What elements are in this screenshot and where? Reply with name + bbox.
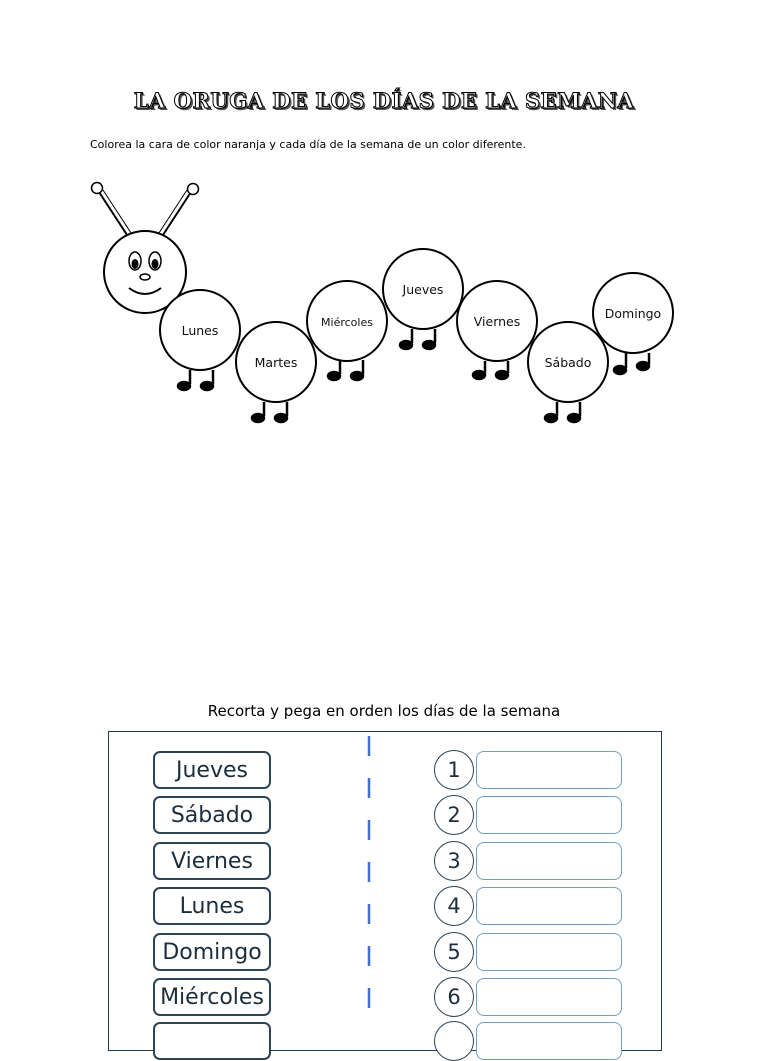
segment-label: Lunes: [181, 323, 219, 338]
segment-martes: [236, 322, 316, 402]
day-card[interactable]: Domingo: [153, 933, 271, 971]
segment-label: Jueves: [402, 282, 444, 297]
order-number: 6: [434, 977, 474, 1017]
day-card[interactable]: Miércoles: [153, 978, 271, 1016]
order-number: 1: [434, 750, 474, 790]
order-number: 5: [434, 932, 474, 972]
segment-label: Miércoles: [321, 316, 373, 329]
page-title: LA ORUGA DE LOS DÍAS DE LA SEMANA: [133, 88, 635, 113]
paste-slot[interactable]: [476, 887, 622, 925]
segment-label: Viernes: [473, 314, 521, 329]
cut-and-paste-panel: [108, 731, 662, 1051]
order-number: 3: [434, 841, 474, 881]
cut-section-title: Recorta y pega en orden los días de la semana: [207, 702, 561, 720]
segment-miercoles: [307, 281, 387, 361]
caterpillar-illustration: [0, 170, 768, 430]
segment-domingo: [593, 273, 673, 353]
paste-slot[interactable]: [476, 933, 622, 971]
segment-label: Sábado: [544, 355, 592, 370]
day-card[interactable]: Sábado: [153, 796, 271, 834]
antenna-left: [92, 183, 134, 239]
antenna-right: [157, 184, 199, 239]
paste-slot[interactable]: [476, 796, 622, 834]
segment-label: Martes: [254, 355, 298, 370]
paste-slot[interactable]: [476, 842, 622, 880]
paste-slot-partial: [476, 1022, 622, 1060]
paste-slot[interactable]: [476, 751, 622, 789]
segment-viernes: [457, 281, 537, 361]
order-number: 2: [434, 795, 474, 835]
order-number: 4: [434, 886, 474, 926]
day-card[interactable]: Viernes: [153, 842, 271, 880]
segment-sabado: [528, 322, 608, 402]
day-card[interactable]: Lunes: [153, 887, 271, 925]
order-number-partial: [434, 1021, 474, 1061]
instruction-text: Colorea la cara de color naranja y cada día de la semana de un color diferente.: [90, 138, 526, 151]
day-card-partial: [153, 1022, 271, 1060]
segment-jueves: [383, 249, 463, 329]
dashed-cut-line: [366, 732, 372, 1025]
segment-lunes: [160, 290, 240, 370]
day-card[interactable]: Jueves: [153, 751, 271, 789]
segment-label: Domingo: [604, 306, 662, 321]
paste-slot[interactable]: [476, 978, 622, 1016]
